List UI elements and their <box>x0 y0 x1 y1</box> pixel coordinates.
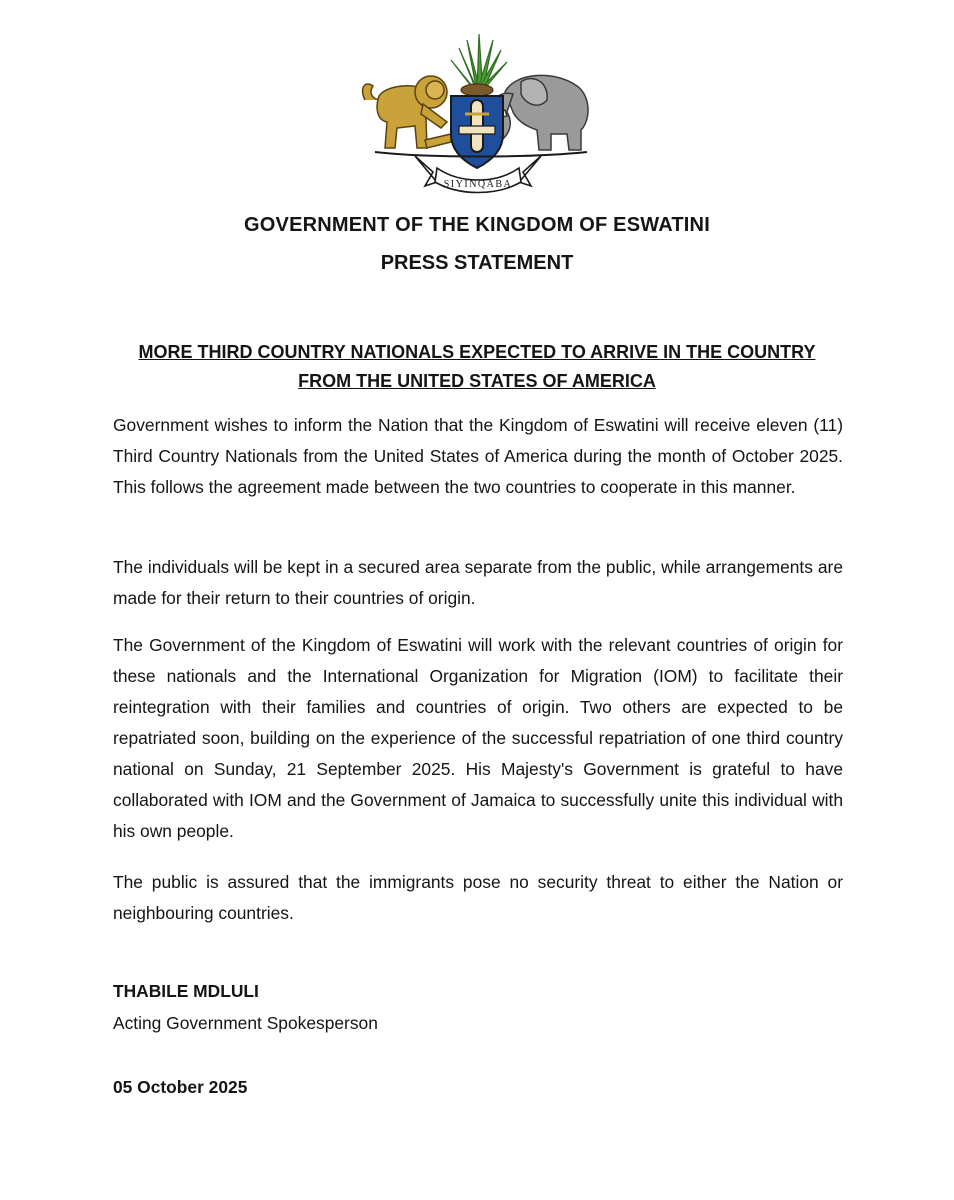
plume-crest-icon <box>451 34 507 96</box>
body-paragraph: Government wishes to inform the Nation that the Kingdom of Eswatini will receive eleven (11) Third Country Nationals from the United States of America during the month of October 2025. This follows the agreement made between the two countries to cooperate in this manner. <box>113 415 843 497</box>
statement-headline: MORE THIRD COUNTRY NATIONALS EXPECTED TO ARRIVE IN THE COUNTRY FROM THE UNITED STATES OF AMERICA <box>138 342 816 391</box>
statement-date: 05 October 2025 <box>113 1077 248 1097</box>
signatory-title: Acting Government Spokesperson <box>113 1013 378 1033</box>
crest-motto: SIYINQABA <box>443 179 513 190</box>
signatory-name: THABILE MDLULI <box>113 981 259 1001</box>
lion-icon <box>363 76 451 148</box>
body-paragraph: The public is assured that the immigrants pose no security threat to either the Nation or neighbouring countries. <box>113 872 843 923</box>
body-paragraph: The Government of the Kingdom of Eswatini will work with the relevant countries of origin for these nationals and the International Organization for Migration (IOM) to facilitate their reintegration with their families and countries of origin. Two others are expected to be repatriated soon, building on the experience of the successful repatriation of one third country national on Sunday, 21 September 2025. His Majesty's Government is grateful to have collaborated with IOM and the Government of Jamaica to successfully unite this individual with his own people. <box>113 635 843 841</box>
document-type-title: PRESS STATEMENT <box>380 252 574 274</box>
body-paragraph: The individuals will be kept in a secured area separate from the public, while arrangements are made for their return to their countries of origin. <box>113 557 843 608</box>
coat-of-arms <box>355 30 600 195</box>
organization-title: GOVERNMENT OF THE KINGDOM OF ESWATINI <box>244 214 710 236</box>
